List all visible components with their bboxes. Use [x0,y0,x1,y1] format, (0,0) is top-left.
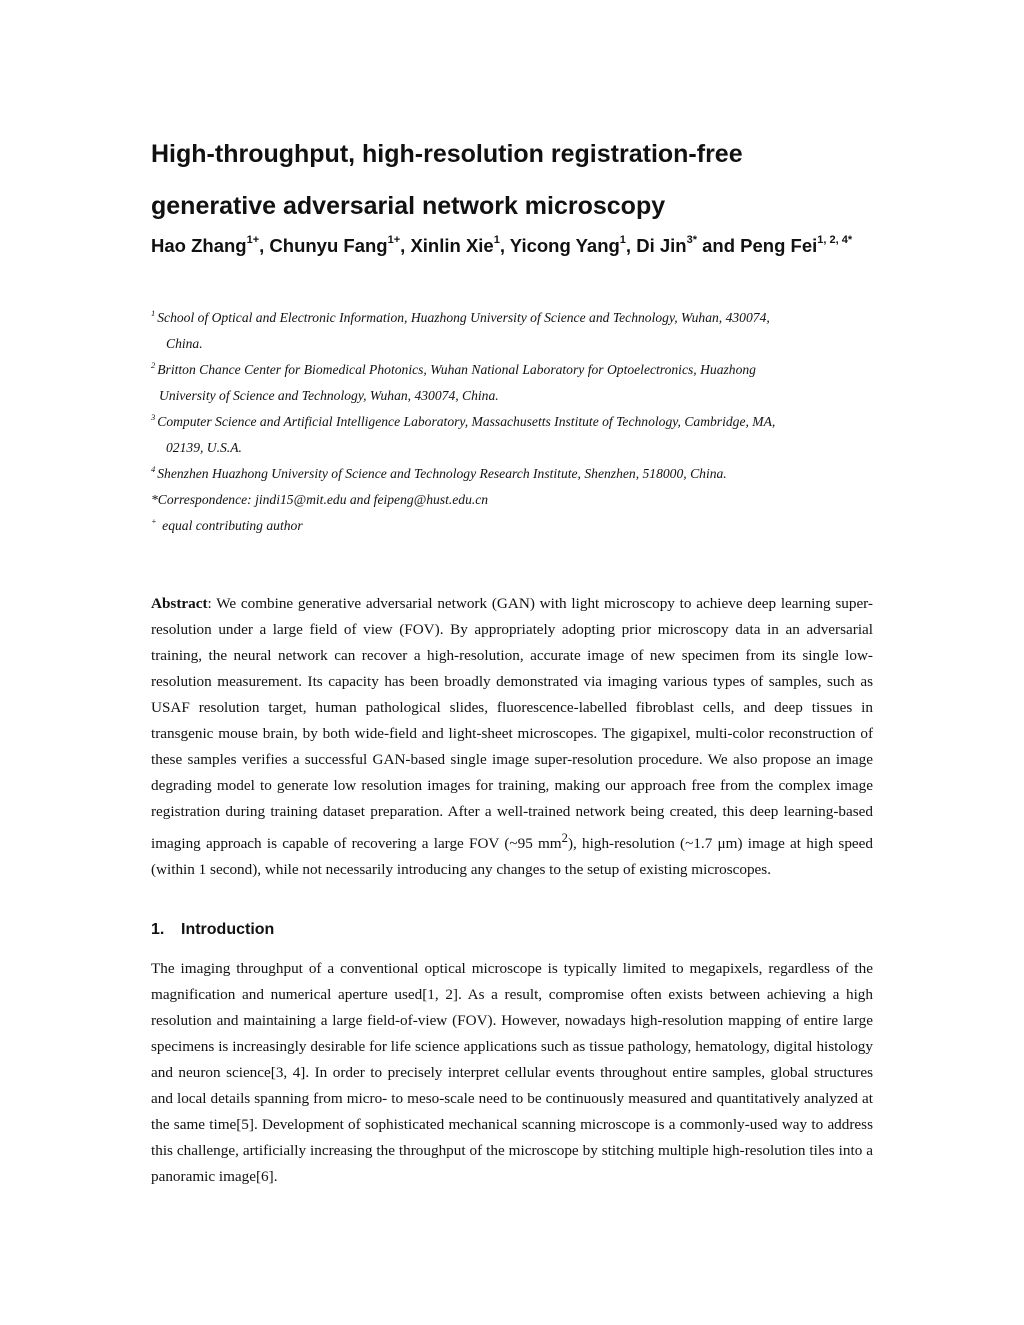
affiliation-list [151,305,873,539]
affiliation-text: Shenzhen Huazhong University of Science and Technology Research Institute, Shenzhen, 518000, China. [157,466,727,481]
affiliation-text: School of Optical and Electronic Information, Huazhong University of Science and Technology, Wuhan, 430074, [157,310,770,325]
affiliation-mark: 2 [151,360,156,370]
author-affiliation-mark: 1 [619,234,626,246]
author-name: Peng Fei [740,235,818,256]
abstract-paragraph [151,591,873,883]
author-affiliation-mark: 1+ [246,234,260,246]
paper-title [151,128,873,232]
affiliation-item [151,461,873,487]
author-list: Hao Zhang$^{1+}$, Chunyu Fang$^{1+}$, Xinlin Xie$^1$, Yicong Yang$^1$, Di Jin$^{3*}$ and Peng Fei$^{1, 2, 4*}$ [151,234,853,256]
affiliation-text: Computer Science and Artificial Intelligence Laboratory, Massachusetts Institute of Technology, Cambridge, MA, [157,414,776,429]
introduction-paragraph: The imaging throughput of a conventional optical microscope is typically limited to megapixels, regardless of the magnification and numerical aperture used[1, 2]. As a result, compromise often exists between achieving a high resolution and maintaining a large field-of-view (FOV). However, nowadays high-resolution mapping of entire large specimens is increasingly desirable for life science applications such as tissue pathology, hematology, digital histology and neuron science[3, 4]. In order to precisely interpret cellular events throughout entire samples, global structures and local details spanning from micro- to meso-scale need to be continuously measured and quantitatively analyzed at the same time[5]. Development of sophisticated mechanical scanning microscope is a commonly-used way to address this challenge, artificially increasing the throughput of the microscope by stitching multiple high-resolution tiles into a panoramic image[6]. [151,960,873,1185]
affiliation-text-continued: 02139, U.S.A. [166,440,242,455]
section-number: 1. [151,921,165,938]
affiliation-item [151,409,873,461]
author-joiner: and [702,235,736,256]
affiliation-item [151,305,873,357]
title-line-2: generative adversarial network microscopy [151,192,666,220]
author-name: Xinlin Xie [410,235,494,256]
affiliation-text: Britton Chance Center for Biomedical Photonics, Wuhan National Laboratory for Optoelectronics, Huazhong [157,362,756,377]
affiliation-item [151,357,873,409]
equal-contribution-text: equal contributing author [162,518,303,533]
author-name: Hao Zhang [151,235,247,256]
affiliation-text-continued: China. [166,336,203,351]
author-affiliation-mark: 1+ [387,234,401,246]
author-affiliation-mark: 1, 2, 4* [817,234,853,246]
equal-contribution-mark: + [151,516,157,526]
section-heading-introduction [151,916,274,944]
abstract-text-continued: ), high-resolution (~1.7 μm) image at high speed (within 1 second), while not necessarily introducing any changes to the setup of existing microscopes. [151,835,874,879]
abstract-text: : We combine generative adversarial network (GAN) with light microscopy to achieve deep learning super-resolution under a large field of view (FOV). By appropriately adopting prior microscopy data in an adversarial training, the neural network can recover a high-resolution, accurate image of new specimen from its single low-resolution measurement. Its capacity has been broadly demonstrated via imaging various types of samples, such as USAF resolution target, human pathological slides, fluorescence-labelled fibroblast cells, and deep tissues in transgenic mouse brain, by both wide-field and light-sheet microscopes. The gigapixel, multi-color reconstruction of these samples verifies a successful GAN-based single image super-resolution procedure. We also propose an image degrading model to generate low resolution images for training, making our approach free from the complex image registration during training dataset preparation. After a well-trained network being created, this deep learning-based imaging approach is capable of recovering a large FOV (~95 mm [151,595,873,853]
author-affiliation-mark: 1 [493,234,500,246]
affiliation-mark: 1 [151,308,156,318]
abstract-label: Abstract [151,595,208,612]
title-line-1: High-throughput, high-resolution registration-free [151,140,743,168]
author-name: Chunyu Fang [269,235,388,256]
equal-contribution-note [151,513,873,539]
correspondence-note [151,487,873,513]
affiliation-mark: 4 [151,464,156,474]
author-name: Di Jin [636,235,687,256]
section-title: Introduction [181,921,275,938]
abstract-superscript: 2 [561,831,568,845]
correspondence-text: *Correspondence: jindi15@mit.edu and feipeng@hust.edu.cn [151,492,489,507]
affiliation-text-continued: University of Science and Technology, Wuhan, 430074, China. [159,388,499,403]
author-affiliation-mark: 3* [686,234,697,246]
affiliation-mark: 3 [151,412,156,422]
author-name: Yicong Yang [509,235,620,256]
